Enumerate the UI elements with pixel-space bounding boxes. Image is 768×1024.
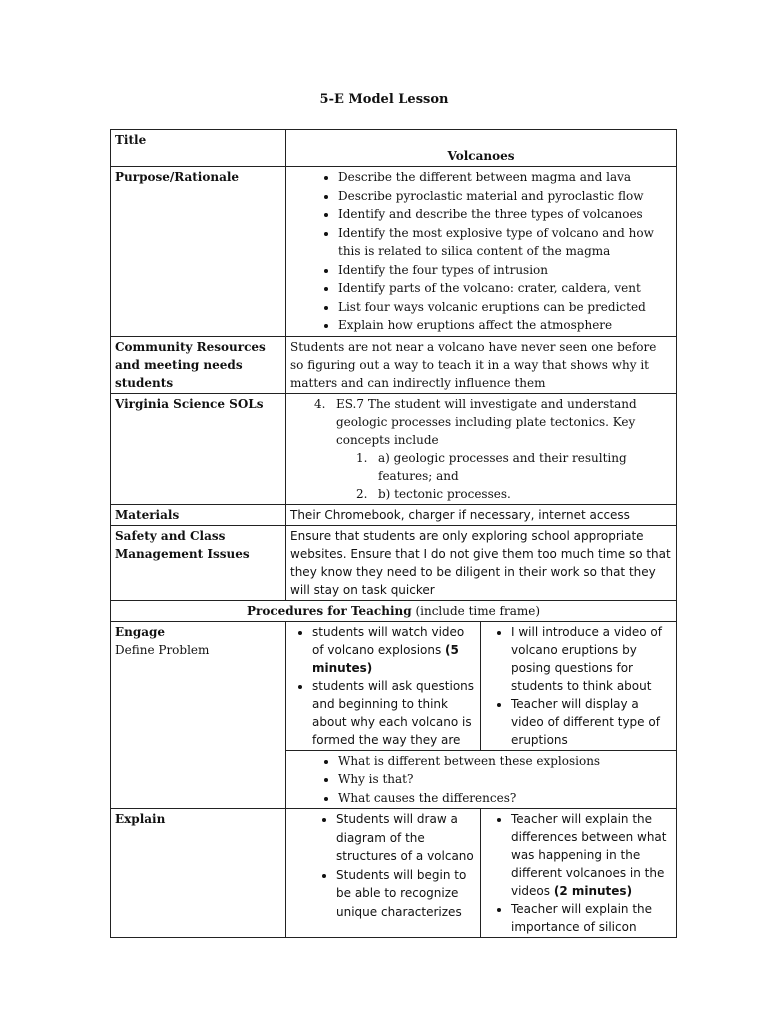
community-row [111, 336, 677, 393]
explain-student-cell [286, 809, 481, 938]
procedures-row [111, 600, 677, 621]
engage-questions-cell [286, 750, 677, 809]
engage-student-item: • students will ask questions and beginning to think about why each volcano is formed the way they are [312, 677, 476, 749]
lesson-plan-table [110, 129, 677, 938]
title-row [111, 130, 677, 167]
safety-label: Safety and Class Management Issues [111, 525, 286, 600]
sol-sub-item [290, 485, 672, 503]
purpose-item: • Identify parts of the volcano: crater, caldera, vent [338, 279, 672, 298]
engage-teacher-item: • Teacher will display a video of different type of eruptions [511, 695, 672, 749]
explain-label: Explain [111, 809, 286, 938]
community-text: Students are not near a volcano have never seen one before so figuring out a way to teach it in a way that shows why it matters and can indirectly influence them [286, 336, 677, 393]
sol-sub-number: 1. [356, 450, 368, 465]
explain-student-list [290, 810, 476, 921]
explain-student-item: • Students will draw a diagram of the structures of a volcano [336, 810, 476, 866]
safety-text: Ensure that students are only exploring school appropriate websites. Ensure that I do not give them too much time so that they know they need to be diligent in their work so that they will stay on task quicker [286, 525, 677, 600]
engage-teacher-cell [481, 621, 677, 750]
procedures-bold: Procedures for Teaching [246, 603, 412, 618]
purpose-item: • Describe the different between magma and lava [338, 168, 672, 187]
purpose-list [290, 168, 672, 335]
engage-student-item: • students will watch video of volcano explosions (5 minutes) [312, 623, 476, 677]
safety-row [111, 525, 677, 600]
sol-row [111, 393, 677, 504]
materials-text: Their Chromebook, charger if necessary, internet access [286, 504, 677, 525]
engage-sublabel: Define Problem [115, 642, 210, 657]
engage-question: • Why is that? [338, 770, 672, 789]
materials-row [111, 504, 677, 525]
title-value-cell [286, 130, 677, 167]
sol-main [290, 395, 672, 449]
sol-sub-item [290, 449, 672, 485]
purpose-item: • Identify the most explosive type of volcano and how this is related to silica content of the magma [338, 224, 672, 261]
sol-text: ES.7 The student will investigate and understand geologic processes including plate tectonics. Key concepts include [336, 396, 637, 447]
engage-label: Engage [115, 624, 166, 639]
engage-questions-list [290, 752, 672, 808]
purpose-label: Purpose/Rationale [111, 167, 286, 337]
engage-teacher-item: • I will introduce a video of volcano eruptions by posing questions for students to think about [511, 623, 672, 695]
purpose-item: • Identify the four types of intrusion [338, 261, 672, 280]
procedures-heading [111, 600, 677, 621]
purpose-item: • Identify and describe the three types of volcanoes [338, 205, 672, 224]
materials-label: Materials [111, 504, 286, 525]
sol-cell [286, 393, 677, 504]
sol-number: 4. [314, 396, 326, 411]
engage-row [111, 621, 677, 750]
sol-label: Virginia Science SOLs [111, 393, 286, 504]
sol-sub-text: b) tectonic processes. [378, 486, 511, 501]
explain-teacher-item: • Teacher will explain the importance of silicon [511, 900, 672, 936]
explain-row [111, 809, 677, 938]
engage-student-cell [286, 621, 481, 750]
procedures-rest: (include time frame) [411, 603, 541, 618]
explain-teacher-item: • Teacher will explain the differences between what was happening in the different volcanoes in the videos (2 minutes) [511, 810, 672, 900]
purpose-row [111, 167, 677, 337]
community-label: Community Resources and meeting needs students [111, 336, 286, 393]
page-title: 5-E Model Lesson [319, 92, 449, 107]
title-label: Title [111, 130, 286, 167]
purpose-item: • Describe pyroclastic material and pyroclastic flow [338, 187, 672, 206]
purpose-item: • List four ways volcanic eruptions can be predicted [338, 298, 672, 317]
engage-question: • What is different between these explosions [338, 752, 672, 771]
purpose-item: • Explain how eruptions affect the atmosphere [338, 316, 672, 335]
sol-sub-text: a) geologic processes and their resulting features; and [378, 450, 627, 483]
explain-teacher-cell [481, 809, 677, 938]
engage-student-list [290, 623, 476, 749]
title-value: Volcanoes [447, 149, 515, 163]
engage-label-cell [111, 621, 286, 809]
engage-question: • What causes the differences? [338, 789, 672, 808]
explain-student-item: • Students will begin to be able to recognize unique characterizes [336, 866, 476, 922]
sol-sub-number: 2. [356, 486, 368, 501]
purpose-cell [286, 167, 677, 337]
engage-teacher-list [485, 623, 672, 749]
explain-teacher-list [485, 810, 672, 936]
